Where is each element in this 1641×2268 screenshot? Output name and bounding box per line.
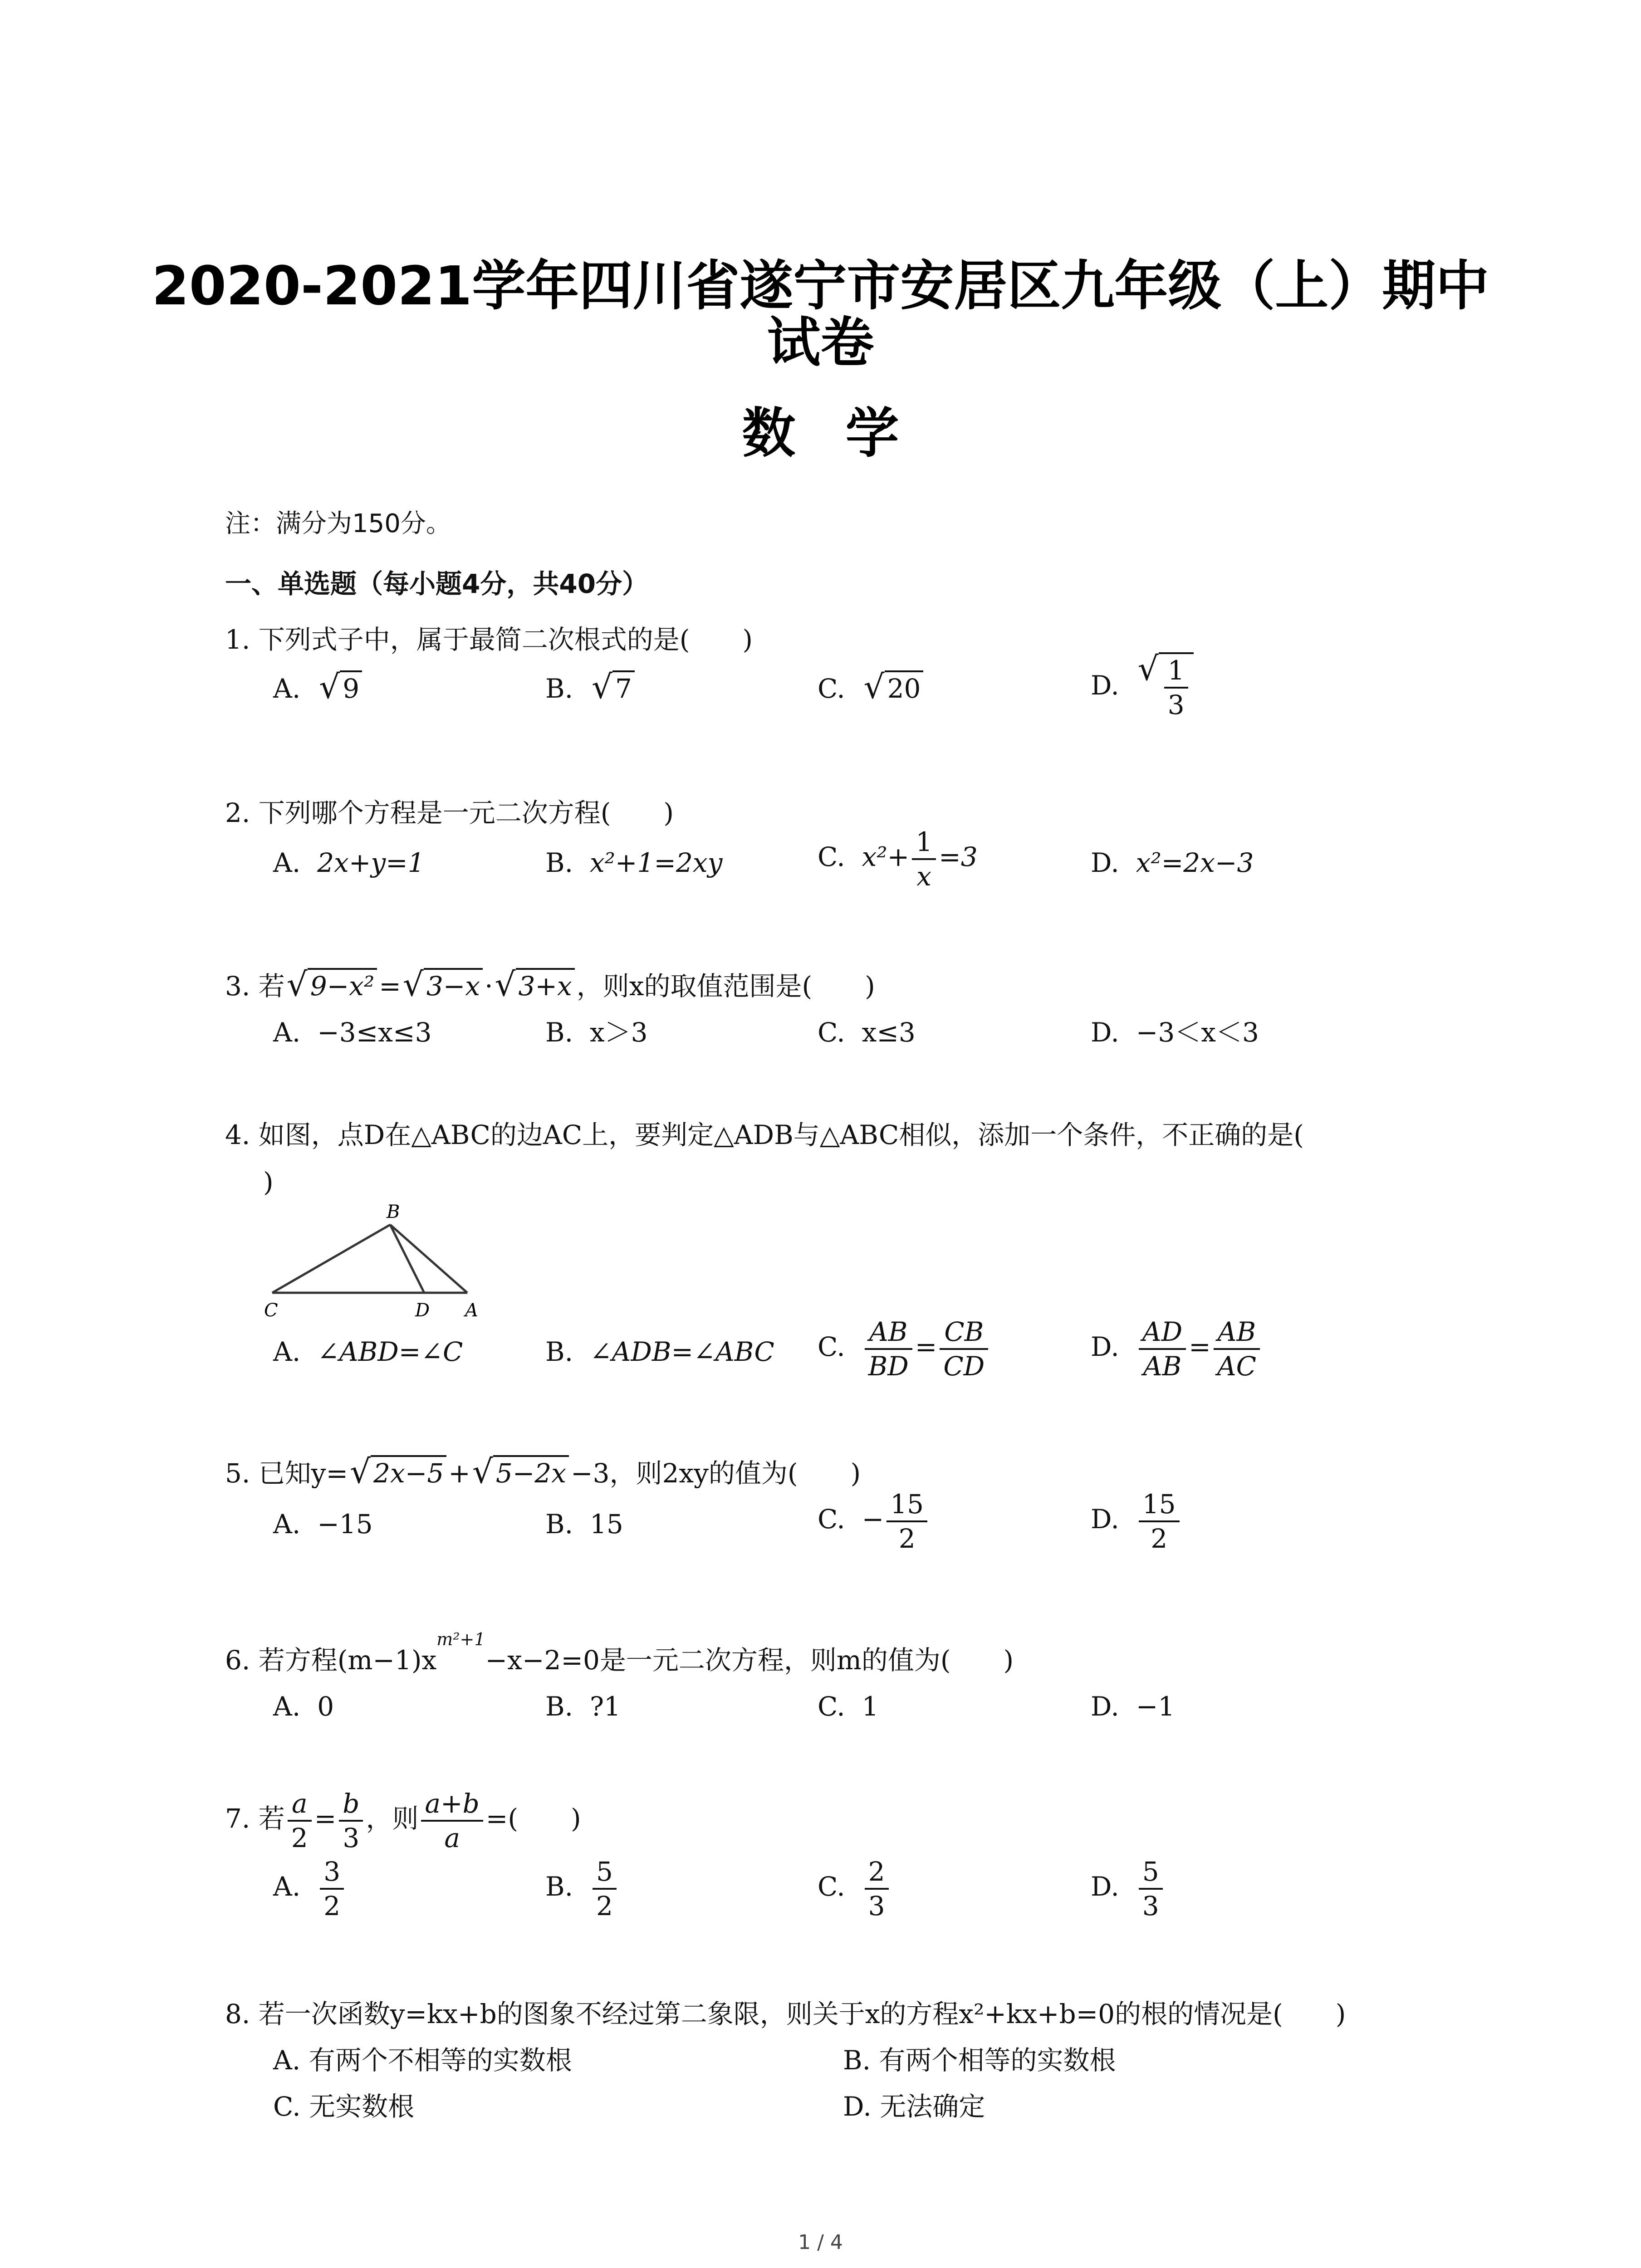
question-1-option-a: A. √ 9 bbox=[273, 670, 364, 707]
segment-bd bbox=[390, 1225, 424, 1293]
exam-title-line2: 试卷 bbox=[767, 311, 874, 374]
label-c: C bbox=[264, 1300, 278, 1321]
question-2-option-c: C. x²+ $\frac{1}{x}$ =3 bbox=[818, 826, 978, 892]
label-a: A bbox=[465, 1300, 478, 1321]
subject-title: 数学 bbox=[742, 402, 949, 464]
question-7-option-a: A. $\frac{3}{2}$ bbox=[273, 1855, 347, 1922]
question-1-option-b: B. √ 7 bbox=[545, 670, 637, 707]
question-3-option-a: A. −3≤x≤3 bbox=[273, 1017, 432, 1048]
exam-title-line1: 2020-2021学年四川省遂宁市安居区九年级（上）期中 bbox=[152, 254, 1489, 317]
question-6-stem: 6. 若方程$(m-1)x^{m^2+1}-x-2=0$是一元二次方程，则m的值为( ) bbox=[225, 1629, 1014, 1676]
question-7-option-b: B. $\frac{5}{2}$ bbox=[545, 1855, 619, 1922]
question-4-stem-end: ) bbox=[263, 1167, 274, 1198]
question-2-stem: 2. 下列哪个方程是一元二次方程( ) bbox=[225, 797, 674, 828]
question-6-option-a: A. 0 bbox=[273, 1691, 334, 1722]
question-6-option-b: B. ?1 bbox=[545, 1691, 621, 1722]
label-b: B bbox=[387, 1202, 400, 1222]
question-5-option-b: B. 15 bbox=[545, 1509, 623, 1540]
question-8-option-c: C. 无实数根 bbox=[273, 2091, 415, 2122]
question-6-option-c: C. 1 bbox=[818, 1691, 879, 1722]
question-3-stem: 3. 若√ 9−x² =√ 3−x ·√ 3+x ，则x的取值范围是( ) bbox=[225, 968, 875, 1004]
question-8-stem: 8. 若一次函数y=kx+b的图象不经过第二象限，则关于x的方程x²+kx+b=0的根的情况是( ) bbox=[225, 1999, 1346, 2029]
question-8-option-b: B. 有两个相等的实数根 bbox=[843, 2045, 1116, 2076]
question-4-option-a: A. ∠ABD=∠C bbox=[273, 1336, 463, 1367]
question-1-stem: 1. 下列式子中，属于最简二次根式的是( ) bbox=[225, 624, 753, 655]
question-5-option-d: D. $\frac{15}{2}$ bbox=[1091, 1488, 1182, 1555]
question-3-option-b: B. x＞3 bbox=[545, 1017, 648, 1048]
question-7-option-c: C. $\frac{2}{3}$ bbox=[818, 1855, 892, 1922]
question-4-stem: 4. 如图，点D在△ABC的边AC上，要判定△ADB与△ABC相似，添加一个条件，不正确的是( bbox=[225, 1119, 1304, 1150]
page-number: 1 / 4 bbox=[798, 2231, 843, 2254]
question-5-option-c: C. − $\frac{15}{2}$ bbox=[818, 1488, 930, 1555]
question-8-option-a: A. 有两个不相等的实数根 bbox=[273, 2045, 572, 2076]
triangle-figure bbox=[254, 1198, 490, 1325]
question-5-option-a: A. −15 bbox=[273, 1509, 373, 1540]
question-7-option-d: D. $\frac{5}{3}$ bbox=[1091, 1855, 1166, 1922]
question-7-stem: 7. 若 $\frac{a}{2}$ = $\frac{b}{3}$ ，则 $\frac{a+b}{a}$ =( ) bbox=[225, 1788, 581, 1853]
question-3-option-c: C. x≤3 bbox=[818, 1017, 916, 1048]
question-4-option-d: D. $\frac{AD}{AB}$ = $\frac{AB}{AC}$ bbox=[1091, 1315, 1263, 1383]
segment-ba bbox=[390, 1225, 467, 1293]
question-5-stem: 5. 已知y=√ 2x−5 +√ 5−2x −3，则2xy的值为( ) bbox=[225, 1455, 861, 1491]
question-1-option-d: D. √ $\frac{1}{3}$ bbox=[1091, 652, 1195, 721]
question-4-option-b: B. ∠ADB=∠ABC bbox=[545, 1336, 774, 1367]
question-8-option-d: D. 无法确定 bbox=[843, 2091, 985, 2122]
question-2-option-a: A. 2x+y=1 bbox=[273, 847, 425, 878]
question-1-option-c: C. √ 20 bbox=[818, 670, 925, 707]
label-d: D bbox=[415, 1300, 430, 1321]
question-2-option-d: D. x²=2x−3 bbox=[1091, 847, 1254, 878]
question-4-option-c: C. $\frac{AB}{BD}$ = $\frac{CB}{CD}$ bbox=[818, 1315, 991, 1383]
segment-cb bbox=[272, 1225, 390, 1293]
question-6-option-d: D. −1 bbox=[1091, 1691, 1175, 1722]
question-3-option-d: D. −3＜x＜3 bbox=[1091, 1017, 1259, 1048]
question-2-option-b: B. x²+1=2xy bbox=[545, 847, 723, 878]
score-note: 注：满分为150分。 bbox=[225, 509, 451, 538]
section-heading: 一、单选题（每小题4分，共40分） bbox=[225, 568, 649, 599]
